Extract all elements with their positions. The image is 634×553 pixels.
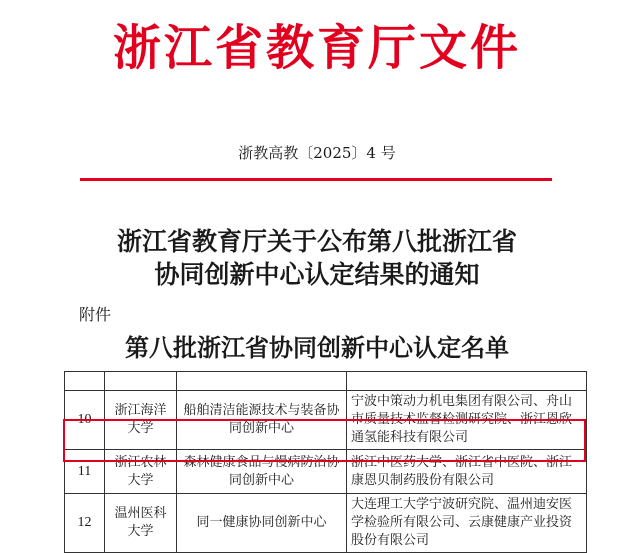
center-name: 同一健康协同创新中心	[177, 494, 347, 553]
row-number: 10	[65, 391, 105, 450]
notice-title-line-1: 浙江省教育厅关于公布第八批浙江省	[116, 227, 517, 256]
partner-organizations: 宁波中策动力机电集团有限公司、舟山市质量技术监督检测研究院、浙江恩欣通氢能科技有限公司	[347, 391, 587, 450]
row-number: 11	[65, 450, 105, 494]
university-name: 温州医科大学	[105, 494, 177, 553]
partner-organizations: 浙江中医药大学、浙江省中医院、浙江康恩贝制药股份有限公司	[347, 450, 587, 494]
center-name: 森林健康食品与慢病防治协同创新中心	[177, 450, 347, 494]
document-masthead: 浙江省教育厅文件	[112, 20, 521, 76]
table-cell	[105, 372, 177, 391]
table-row	[65, 494, 587, 553]
notice-title-line-2: 协同创新中心认定结果的通知	[154, 260, 480, 289]
center-list-table	[64, 371, 587, 553]
notice-title	[0, 225, 634, 291]
table-cell	[65, 372, 105, 391]
university-name: 浙江农林大学	[105, 450, 177, 494]
partner-organizations: 大连理工大学宁波研究院、温州迪安医学检验所有限公司、云康健康产业投资股份有限公司	[347, 494, 587, 553]
university-name: 浙江海洋大学	[105, 391, 177, 450]
table-row-partial	[65, 372, 587, 391]
table-cell	[177, 372, 347, 391]
attachment-label: 附件	[79, 305, 112, 324]
document-number: 浙教高教〔2025〕4 号	[238, 144, 396, 162]
red-divider-line	[80, 178, 552, 181]
list-title: 第八批浙江省协同创新中心认定名单	[125, 333, 509, 362]
row-number: 12	[65, 494, 105, 553]
red-highlight-box	[63, 419, 586, 462]
center-name: 船舶清洁能源技术与装备协同创新中心	[177, 391, 347, 450]
table-cell	[347, 372, 587, 391]
